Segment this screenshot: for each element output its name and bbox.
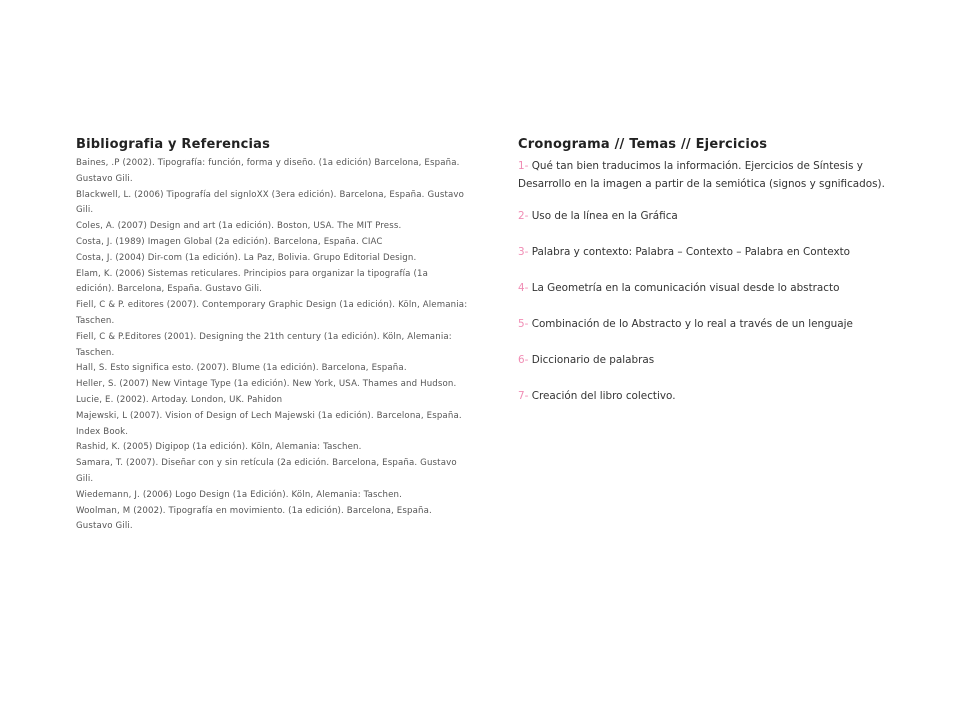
bibliography-entry: Baines, .P (2002). Tipografía: función, forma y diseño. (1a edición) Barcelona, España. Gustavo Gili. <box>76 158 460 184</box>
topic-number: 5- <box>518 318 529 330</box>
bibliography-entry: Wiedemann, J. (2006) Logo Design (1a Edición). Köln, Alemania: Taschen. <box>76 489 403 500</box>
topic-number: 7- <box>518 390 529 402</box>
topic-text: Diccionario de palabras <box>531 354 655 366</box>
bibliography-entry: Hall, S. Esto significa esto. (2007). Blume (1a edición). Barcelona, España. <box>76 363 407 374</box>
topic-item <box>518 207 918 225</box>
bibliography-entry: Fiell, C & P. editores (2007). Contemporary Graphic Design (1a edición). Köln, Alemania: Taschen. <box>76 300 468 326</box>
topic-text: Qué tan bien traducimos la información. Ejercicios de Síntesis y Desarrollo en la imagen a partir de la semiótica (signos y sgnificados). <box>518 160 885 190</box>
topic-text: Creación del libro colectivo. <box>531 390 676 402</box>
topic-text: Palabra y contexto: Palabra – Contexto – Palabra en Contexto <box>531 246 851 258</box>
bibliography-entry: Costa, J. (1989) Imagen Global (2a edición). Barcelona, España. CIAC <box>76 236 383 247</box>
topic-item <box>518 315 918 333</box>
bibliography-entry: Blackwell, L. (2006) Tipografía del signloXX (3era edición). Barcelona, España. Gustavo Gili. <box>76 189 465 216</box>
bibliography-column <box>76 136 468 535</box>
topic-number: 2- <box>518 210 529 222</box>
topic-list <box>518 157 918 405</box>
schedule-column <box>518 136 918 423</box>
topic-item <box>518 279 918 297</box>
topic-number: 6- <box>518 354 529 366</box>
topic-item <box>518 243 918 261</box>
topic-number: 3- <box>518 246 529 258</box>
bibliography-entry: Coles, A. (2007) Design and art (1a edición). Boston, USA. The MIT Press. <box>76 221 402 232</box>
schedule-heading: Cronograma // Temas // Ejercicios <box>518 137 768 152</box>
bibliography-entry: Heller, S. (2007) New Vintage Type (1a edición). New York, USA. Thames and Hudson. <box>76 379 457 390</box>
bibliography-entry: Costa, J. (2004) Dir-com (1a edición). La Paz, Bolivia. Grupo Editorial Design. <box>76 252 417 263</box>
bibliography-entry: Elam, K. (2006) Sistemas reticulares. Principios para organizar la tipografía (1a edición). Barcelona, España. Gustavo Gili. <box>76 268 429 295</box>
topic-text: Uso de la línea en la Gráfica <box>531 210 678 222</box>
bibliography-heading: Bibliografia y Referencias <box>76 137 271 152</box>
bibliography-entry: Majewski, L (2007). Vision of Design of Lech Majewski (1a edición). Barcelona, España. Index Book. <box>76 410 462 437</box>
bibliography-list <box>76 156 468 535</box>
bibliography-entry: Samara, T. (2007). Diseñar con y sin retícula (2a edición. Barcelona, España. Gustavo Gili. <box>76 458 457 484</box>
topic-item <box>518 387 918 405</box>
topic-text: La Geometría en la comunicación visual desde lo abstracto <box>531 282 840 294</box>
topic-text: Combinación de lo Abstracto y lo real a través de un lenguaje <box>531 318 853 330</box>
topic-number: 1- <box>518 160 529 172</box>
topic-item <box>518 157 918 193</box>
bibliography-entry: Fiell, C & P.Editores (2001). Designing the 21th century (1a edición). Köln, Alemania: Taschen. <box>76 331 452 358</box>
topic-number: 4- <box>518 282 529 294</box>
bibliography-entry: Rashid, K. (2005) Digipop (1a edición). Köln, Alemania: Taschen. <box>76 442 362 453</box>
bibliography-entry: Lucie, E. (2002). Artoday. London, UK. Pahidon <box>76 394 283 405</box>
topic-item <box>518 351 918 369</box>
bibliography-entry: Woolman, M (2002). Tipografía en movimiento. (1a edición). Barcelona, España. Gustavo Gili. <box>76 505 432 532</box>
